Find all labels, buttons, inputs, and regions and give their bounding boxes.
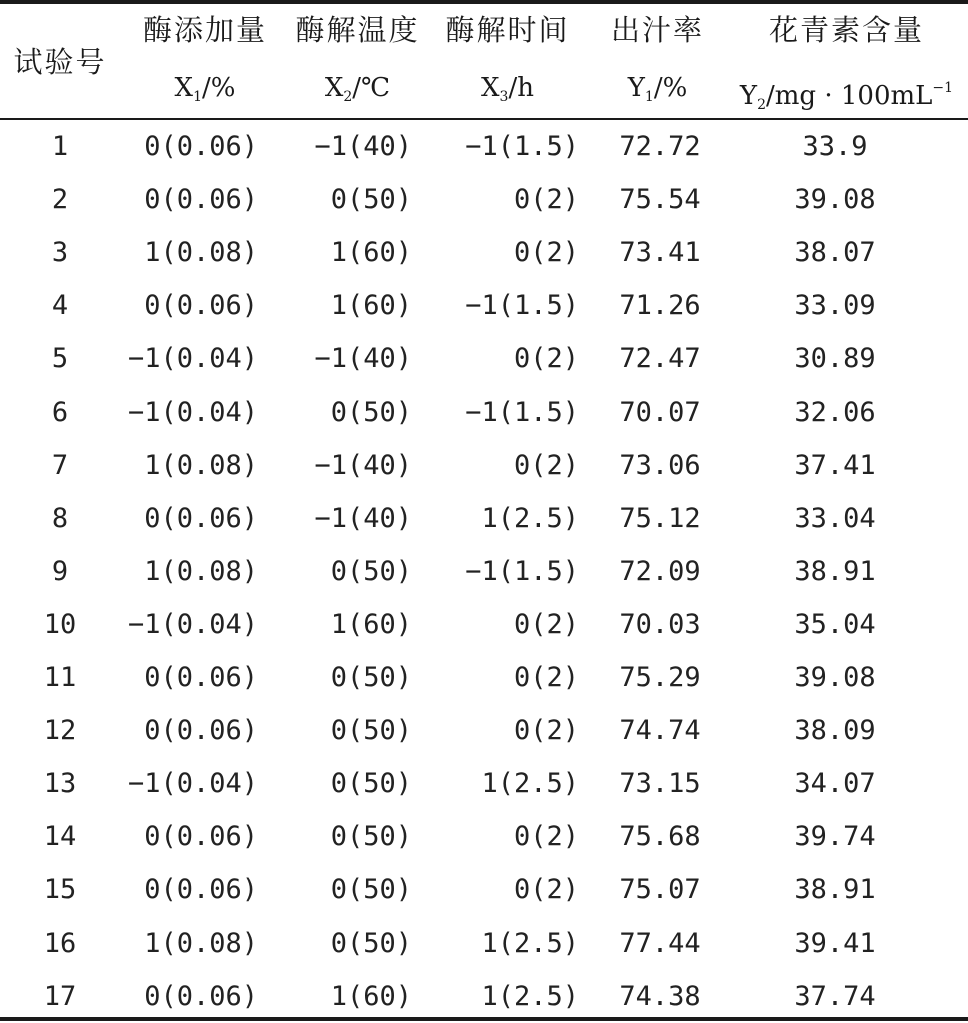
cell-hydrolysis-time: −1(1.5)	[465, 396, 579, 428]
cell-anthocyanin: 38.07	[794, 237, 876, 269]
cell-enzyme-dose: 0(0.06)	[144, 184, 258, 216]
header-x3-symbol: $X_3/h$	[481, 73, 534, 105]
cell-hydrolysis-temp: 0(50)	[330, 555, 412, 587]
cell-hydrolysis-time: 0(2)	[513, 237, 579, 269]
cell-hydrolysis-time: 0(2)	[513, 184, 579, 216]
cell-trial-no: 7	[51, 449, 69, 481]
cell-trial-no: 12	[43, 715, 77, 747]
table-row	[0, 279, 968, 332]
cell-hydrolysis-temp: −1(40)	[314, 131, 412, 162]
cell-hydrolysis-temp: 0(50)	[330, 715, 412, 747]
cell-enzyme-dose: 0(0.06)	[144, 502, 258, 534]
cell-enzyme-dose: 1(0.08)	[144, 237, 258, 269]
table-row	[0, 120, 968, 173]
cell-anthocyanin: 37.41	[794, 449, 876, 481]
cell-trial-no: 16	[43, 927, 77, 959]
cell-enzyme-dose: −1(0.04)	[127, 608, 258, 640]
cell-juice-yield: 73.15	[619, 768, 701, 800]
table-top-rule	[0, 0, 968, 4]
cell-hydrolysis-temp: 0(50)	[330, 662, 412, 693]
table-row	[0, 970, 968, 1023]
cell-trial-no: 14	[43, 821, 77, 853]
cell-trial-no: 8	[51, 502, 69, 534]
header-x2-symbol: $X_2/℃$	[324, 73, 391, 105]
table-row	[0, 863, 968, 916]
cell-juice-yield: 70.03	[619, 608, 701, 640]
table-row	[0, 545, 968, 598]
cell-juice-yield: 74.74	[619, 715, 701, 747]
cell-enzyme-dose: 1(0.08)	[144, 449, 258, 481]
cell-anthocyanin: 33.04	[794, 502, 876, 534]
cell-juice-yield: 75.07	[619, 874, 701, 906]
cell-juice-yield: 75.68	[619, 821, 701, 853]
table-row	[0, 386, 968, 439]
cell-anthocyanin: 37.74	[794, 980, 876, 1012]
cell-trial-no: 2	[51, 184, 69, 216]
header-y2-symbol: $Y_2/mg \cdot 100mL^{-1}$	[739, 80, 954, 113]
cell-anthocyanin: 33.09	[794, 290, 876, 322]
header-trial-no: 试验号	[13, 45, 107, 79]
cell-anthocyanin: 34.07	[794, 768, 876, 800]
cell-anthocyanin: 39.41	[794, 927, 876, 959]
cell-enzyme-dose: −1(0.04)	[127, 343, 258, 375]
table-row	[0, 757, 968, 810]
cell-anthocyanin: 33.9	[802, 131, 868, 162]
table-bottom-rule	[0, 1017, 968, 1021]
cell-hydrolysis-temp: −1(40)	[314, 449, 412, 481]
header-hydrolysis-temp: 酶解温度	[295, 13, 420, 47]
table-row	[0, 651, 968, 704]
cell-enzyme-dose: 0(0.06)	[144, 715, 258, 747]
cell-trial-no: 13	[43, 768, 77, 800]
cell-anthocyanin: 35.04	[794, 608, 876, 640]
cell-juice-yield: 73.41	[619, 237, 701, 269]
cell-hydrolysis-temp: 0(50)	[330, 184, 412, 216]
cell-trial-no: 17	[43, 980, 77, 1012]
cell-juice-yield: 70.07	[619, 396, 701, 428]
cell-hydrolysis-time: 0(2)	[513, 662, 579, 693]
header-y1-symbol: $Y_1/\%$	[627, 73, 688, 105]
header-anthocyanin: 花青素含量	[768, 13, 924, 47]
cell-hydrolysis-temp: 1(60)	[330, 290, 412, 322]
cell-juice-yield: 72.72	[619, 131, 701, 162]
cell-hydrolysis-time: 0(2)	[513, 874, 579, 906]
header-x1-symbol: $X_1/\%$	[174, 73, 236, 105]
cell-trial-no: 6	[51, 396, 69, 428]
cell-hydrolysis-time: −1(1.5)	[465, 131, 579, 162]
cell-trial-no: 15	[43, 874, 77, 906]
header-hydrolysis-time: 酶解时间	[445, 13, 570, 47]
cell-anthocyanin: 30.89	[794, 343, 876, 375]
cell-anthocyanin: 39.08	[794, 662, 876, 693]
cell-juice-yield: 72.47	[619, 343, 701, 375]
cell-hydrolysis-temp: −1(40)	[314, 343, 412, 375]
cell-enzyme-dose: 0(0.06)	[144, 131, 258, 162]
table-row	[0, 492, 968, 545]
cell-hydrolysis-time: 1(2.5)	[481, 768, 579, 800]
cell-juice-yield: 73.06	[619, 449, 701, 481]
cell-enzyme-dose: 0(0.06)	[144, 821, 258, 853]
cell-juice-yield: 77.44	[619, 927, 701, 959]
cell-hydrolysis-temp: 0(50)	[330, 874, 412, 906]
cell-enzyme-dose: 1(0.08)	[144, 927, 258, 959]
cell-juice-yield: 75.29	[619, 662, 701, 693]
cell-enzyme-dose: 0(0.06)	[144, 874, 258, 906]
cell-enzyme-dose: 0(0.06)	[144, 980, 258, 1012]
cell-trial-no: 4	[51, 290, 69, 322]
cell-juice-yield: 74.38	[619, 980, 701, 1012]
table-row	[0, 173, 968, 226]
header-juice-yield: 出汁率	[610, 13, 704, 47]
cell-trial-no: 11	[43, 662, 77, 693]
cell-anthocyanin: 32.06	[794, 396, 876, 428]
cell-anthocyanin: 39.74	[794, 821, 876, 853]
cell-anthocyanin: 38.09	[794, 715, 876, 747]
table-row	[0, 917, 968, 970]
cell-trial-no: 5	[51, 343, 69, 375]
cell-trial-no: 10	[43, 608, 77, 640]
cell-hydrolysis-time: 0(2)	[513, 821, 579, 853]
cell-hydrolysis-temp: 0(50)	[330, 396, 412, 428]
cell-hydrolysis-temp: 0(50)	[330, 927, 412, 959]
cell-hydrolysis-time: 1(2.5)	[481, 502, 579, 534]
cell-enzyme-dose: −1(0.04)	[127, 768, 258, 800]
cell-enzyme-dose: 0(0.06)	[144, 662, 258, 693]
cell-hydrolysis-time: 1(2.5)	[481, 980, 579, 1012]
cell-hydrolysis-time: 0(2)	[513, 715, 579, 747]
cell-hydrolysis-temp: 1(60)	[330, 980, 412, 1012]
table-row	[0, 598, 968, 651]
cell-trial-no: 1	[51, 131, 69, 162]
cell-hydrolysis-temp: 0(50)	[330, 821, 412, 853]
cell-anthocyanin: 39.08	[794, 184, 876, 216]
cell-anthocyanin: 38.91	[794, 555, 876, 587]
cell-hydrolysis-temp: −1(40)	[314, 502, 412, 534]
cell-trial-no: 3	[51, 237, 69, 269]
table-row	[0, 810, 968, 863]
cell-hydrolysis-time: 0(2)	[513, 343, 579, 375]
cell-hydrolysis-time: 0(2)	[513, 608, 579, 640]
header-enzyme-dose: 酶添加量	[142, 13, 267, 47]
cell-enzyme-dose: 0(0.06)	[144, 290, 258, 322]
cell-hydrolysis-time: 1(2.5)	[481, 927, 579, 959]
cell-hydrolysis-temp: 0(50)	[330, 768, 412, 800]
cell-hydrolysis-time: −1(1.5)	[465, 555, 579, 587]
cell-juice-yield: 75.12	[619, 502, 701, 534]
table-row	[0, 704, 968, 757]
cell-juice-yield: 71.26	[619, 290, 701, 322]
cell-juice-yield: 75.54	[619, 184, 701, 216]
cell-hydrolysis-time: 0(2)	[513, 449, 579, 481]
cell-trial-no: 9	[51, 555, 69, 587]
cell-hydrolysis-time: −1(1.5)	[465, 290, 579, 322]
cell-hydrolysis-temp: 1(60)	[330, 237, 412, 269]
cell-hydrolysis-temp: 1(60)	[330, 608, 412, 640]
cell-enzyme-dose: 1(0.08)	[144, 555, 258, 587]
cell-anthocyanin: 38.91	[794, 874, 876, 906]
table-row	[0, 226, 968, 279]
cell-enzyme-dose: −1(0.04)	[127, 396, 258, 428]
table-row	[0, 439, 968, 492]
cell-juice-yield: 72.09	[619, 555, 701, 587]
table-row	[0, 332, 968, 385]
